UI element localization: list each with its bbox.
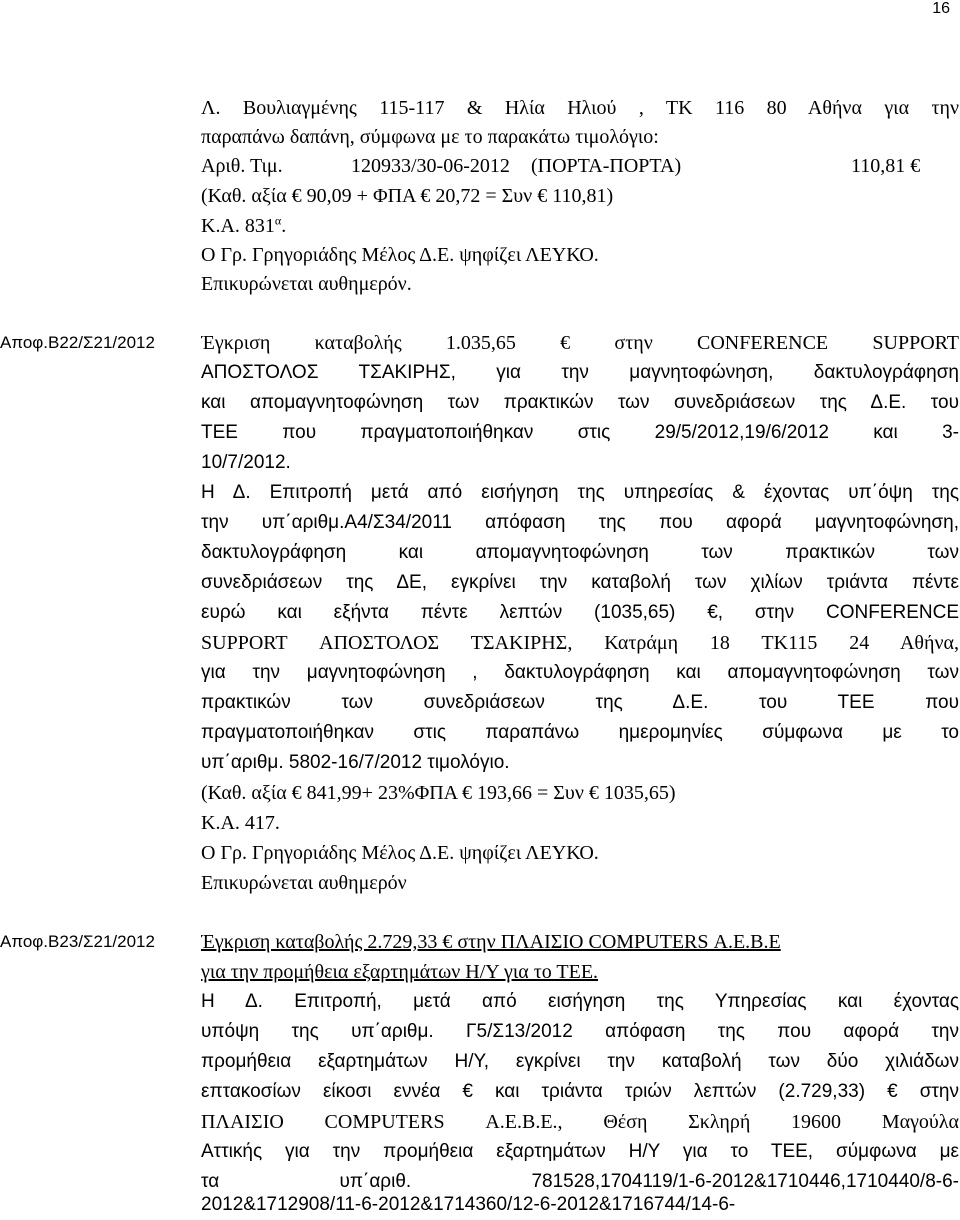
budget-code: Κ.Α. 831 (201, 215, 275, 237)
vote-line: Ο Γρ. Γρηγοριάδης Μέλος Δ.Ε. ψηφίζει ΛΕΥΚΟ. (201, 244, 599, 266)
invoice-label: Αριθ. Τιμ. (201, 155, 283, 177)
invoice-vendor: (ΠΟΡΤΑ-ΠΟΡΤΑ) (531, 155, 682, 177)
decision-body-line: ΠΛΑΙΣΙΟ COMPUTERS Α.Ε.Β.Ε., Θέση Σκληρή 19600 Μαγούλα (201, 1111, 959, 1133)
ratified-line: Επικυρώνεται αυθημερόν. (201, 273, 412, 295)
decision-body-line: πραγματοποιήθηκαν στις παραπάνω ημερομηνίες σύμφωνα με το (201, 722, 959, 743)
decision-body-line: προμήθεια εξαρτημάτων Η/Υ, εγκρίνει την καταβολή των δύο χιλιάδων (201, 1051, 959, 1072)
decision-body-line: πρακτικών των συνεδριάσεων της Δ.Ε. του ΤΕΕ που (201, 692, 959, 713)
decision-title-line: για την προμήθεια εξαρτημάτων Η/Υ για το ΤΕΕ. (201, 961, 599, 983)
invoice-line (201, 151, 959, 181)
decision-body-line: (Καθ. αξία € 841,99+ 23%ΦΠΑ € 193,66 = Συν € 1035,65) (201, 782, 676, 804)
decision-body-line: Ο Γρ. Γρηγοριάδης Μέλος Δ.Ε. ψηφίζει ΛΕΥΚΟ. (201, 842, 599, 864)
decision-body-line: Κ.Α. 417. (201, 812, 280, 834)
budget-code-sup: α (274, 213, 282, 228)
value-line: (Καθ. αξία € 90,09 + ΦΠΑ € 20,72 = Συν € 110,81) (201, 185, 614, 207)
decision-body-line: επτακοσίων είκοσι εννέα € και τριάντα τριών λεπτών (2.729,33) € στην (201, 1081, 959, 1102)
decision-body-line: ευρώ και εξήντα πέντε λεπτών (1035,65) €, στην CONFERENCE (201, 602, 959, 623)
decision-body-line: υπόψη της υπ΄αριθμ. Γ5/Σ13/2012 απόφαση της που αφορά την (201, 1021, 959, 1042)
decision-body-line: Η Δ. Επιτροπή μετά από εισήγηση της υπηρεσίας & έχοντας υπ΄όψη της (201, 482, 959, 503)
decision-title-line: ΑΠΟΣΤΟΛΟΣ ΤΣΑΚΙΡΗΣ, για την μαγνητοφώνηση, δακτυλογράφηση (201, 362, 959, 383)
decision-body-line: υπ΄αριθμ. 5802-16/7/2012 τιμολόγιο. (201, 752, 510, 773)
budget-code-tail: . (281, 215, 287, 237)
decision-body-line: Αττικής για την προμήθεια εξαρτημάτων Η/Υ για το ΤΕΕ, σύμφωνα με (201, 1141, 959, 1162)
decision-title-line: και απομαγνητοφώνηση των πρακτικών των συνεδριάσεων της Δ.Ε. του (201, 392, 959, 413)
decision-body-line: για την μαγνητοφώνηση , δακτυλογράφηση και απομαγνητοφώνηση των (201, 662, 959, 683)
decision-body-line: τα υπ΄αριθ. 781528,1704119/1-6-2012&1710446,1710440/8-6- (201, 1171, 959, 1192)
page-number: 16 (932, 0, 950, 17)
text-line: Λ. Βουλιαγμένης 115-117 & Ηλία Ηλιού , ΤΚ 116 80 Αθήνα για την (201, 97, 959, 119)
decision-body-line: την υπ΄αριθμ.Α4/Σ34/2011 απόφαση της που αφορά μαγνητοφώνηση, (201, 512, 959, 533)
decision-body-line: 2012&1712908/11-6-2012&1714360/12-6-2012&1716744/14-6- (201, 1194, 736, 1215)
decision-label: Αποφ.Β22/Σ21/2012 (0, 333, 155, 352)
decision-title-line: Έγκριση καταβολής 2.729,33 € στην ΠΛΑΙΣΙΟ COMPUTERS Α.Ε.Β.Ε (201, 931, 781, 953)
decision-label: Αποφ.Β23/Σ21/2012 (0, 932, 155, 951)
invoice-amount: 110,81 € (851, 155, 921, 177)
invoice-number: 120933/30-06-2012 (351, 155, 510, 177)
decision-title-line: Έγκριση καταβολής 1.035,65 € στην CONFERENCE SUPPORT (201, 332, 959, 354)
decision-body-line: δακτυλογράφηση και απομαγνητοφώνηση των πρακτικών των (201, 542, 959, 563)
decision-body-line: Η Δ. Επιτροπή, μετά από εισήγηση της Υπηρεσίας και έχοντας (201, 991, 959, 1012)
decision-body-line: Επικυρώνεται αυθημερόν (201, 872, 407, 894)
budget-code-line (201, 211, 959, 241)
text-line: παραπάνω δαπάνη, σύμφωνα με το παρακάτω τιμολόγιο: (201, 126, 659, 148)
decision-title-line: 10/7/2012. (201, 452, 291, 473)
decision-body-line: SUPPORT ΑΠΟΣΤΟΛΟΣ ΤΣΑΚΙΡΗΣ, Κατράμη 18 ΤΚ115 24 Αθήνα, (201, 632, 959, 654)
decision-body-line: συνεδριάσεων της ΔΕ, εγκρίνει την καταβολή των χιλίων τριάντα πέντε (201, 572, 959, 593)
decision-title-line: ΤΕΕ που πραγματοποιήθηκαν στις 29/5/2012,19/6/2012 και 3- (201, 422, 959, 443)
